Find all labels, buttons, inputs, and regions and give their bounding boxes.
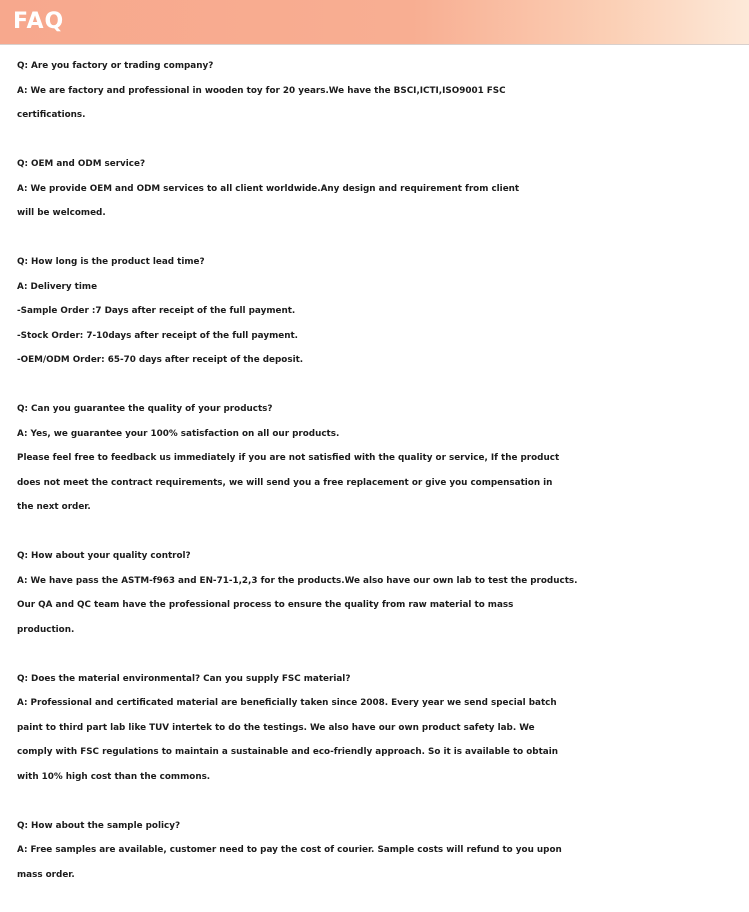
faq-answer-line: A: We have pass the ASTM-f963 and EN-71-1,2,3 for the products.We also have our own lab to test the products.	[17, 575, 578, 586]
faq-question: Q: Does the material environmental? Can you supply FSC material?	[17, 673, 351, 684]
faq-answer-line: A: Yes, we guarantee your 100% satisfaction on all our products.	[17, 428, 340, 439]
faq-question: Q: How about the sample policy?	[17, 820, 181, 831]
faq-answer-line: A: Free samples are available, customer need to pay the cost of courier. Sample costs will refund to you upon	[17, 845, 562, 855]
faq-item	[17, 544, 747, 642]
faq-answer-line: comply with FSC regulations to maintain a sustainable and eco-friendly approach. So it is available to obtain	[17, 747, 559, 757]
faq-item	[17, 250, 747, 373]
faq-answer-line: certifications.	[17, 110, 86, 120]
faq-list	[17, 54, 747, 912]
faq-answer-line: the next order.	[17, 502, 91, 512]
faq-question: Q: How about your quality control?	[17, 551, 191, 561]
faq-answer-line: A: We are factory and professional in wooden toy for 20 years.We have the BSCI,ICTI,ISO9001 FSC	[17, 85, 506, 96]
faq-answer-line: will be welcomed.	[17, 208, 106, 218]
faq-answer-line: Our QA and QC team have the professional process to ensure the quality from raw material to mass	[17, 600, 514, 610]
faq-title: FAQ	[13, 9, 65, 34]
faq-answer-line: A: Professional and certificated material are beneficially taken since 2008. Every year we send special batch	[17, 698, 557, 708]
faq-item	[17, 667, 747, 790]
faq-answer-line: does not meet the contract requirements, we will send you a free replacement or give you compensation in	[17, 477, 553, 488]
faq-item	[17, 397, 747, 520]
faq-answer-line: paint to third part lab like TUV intertek to do the testings. We also have our own product safety lab. We	[17, 722, 535, 733]
faq-answer-line: -Stock Order: 7-10days after receipt of the full payment.	[17, 330, 299, 341]
faq-item	[17, 814, 747, 888]
faq-answer-line: A: We provide OEM and ODM services to all client worldwide.Any design and requirement from client	[17, 183, 520, 194]
faq-header	[0, 0, 749, 45]
faq-answer-line: -Sample Order :7 Days after receipt of the full payment.	[17, 306, 296, 316]
faq-answer-line: A: Delivery time	[17, 281, 98, 292]
faq-item	[17, 54, 747, 128]
faq-item	[17, 152, 747, 226]
faq-answer-line: production.	[17, 624, 75, 635]
faq-question: Q: Are you factory or trading company?	[17, 61, 214, 71]
faq-question: Q: OEM and ODM service?	[17, 159, 146, 169]
faq-answer-line: -OEM/ODM Order: 65-70 days after receipt of the deposit.	[17, 355, 304, 365]
faq-question: Q: How long is the product lead time?	[17, 257, 205, 267]
faq-answer-line: with 10% high cost than the commons.	[17, 771, 211, 782]
faq-question: Q: Can you guarantee the quality of your products?	[17, 404, 273, 414]
faq-answer-line: Please feel free to feedback us immediately if you are not satisfied with the quality or service, If the product	[17, 453, 560, 463]
faq-answer-line: mass order.	[17, 869, 75, 880]
